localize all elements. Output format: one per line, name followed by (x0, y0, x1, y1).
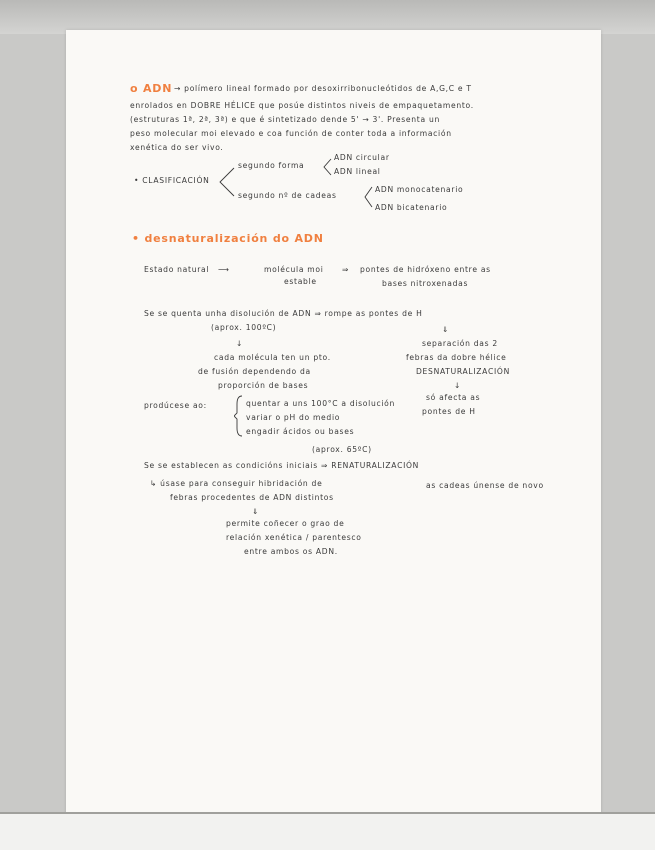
down-arrow-2: ↓ (454, 381, 462, 390)
causes-brace-icon (234, 394, 244, 438)
classification-brace-icon (216, 164, 236, 200)
allows-line-2: relación xenética / parentesco (226, 533, 362, 542)
adn-bicatenario: ADN bicatenario (375, 203, 448, 212)
chains-join-again: as cadeas únense de novo (426, 481, 544, 490)
stable-text: estable (284, 277, 317, 286)
nitrogen-bases: bases nitroxenadas (382, 279, 469, 288)
natural-state: Estado natural (144, 265, 210, 274)
adn-lineal: ADN lineal (334, 167, 381, 176)
natural-arrow: ⟶ (218, 265, 230, 274)
definition-line-3: (estruturas 1ª, 2ª, 3ª) e que é sintetizado dende 5' → 3'. Presenta un (130, 115, 440, 124)
definition-line-2: enrolados en DOBRE HÉLICE que posúe distintos niveis de empaquetamento. (130, 101, 474, 110)
heat-line: Se se quenta unha disolución de ADN ⇒ rompe as pontes de H (144, 309, 423, 318)
strands-from: febras procedentes de ADN distintos (170, 493, 334, 502)
bottom-shadow (0, 812, 655, 850)
section-title-desnaturalizacion: • desnaturalización do ADN (132, 232, 324, 245)
bullet-icon: • (132, 232, 145, 245)
approx-65: (aprox. 65ºC) (312, 445, 372, 454)
h-bridges: pontes de H (422, 407, 476, 416)
classification-label: • CLASIFICACIÓN (134, 176, 210, 185)
implies-arrow: ⇒ (342, 265, 350, 274)
chains-brace-icon (362, 184, 374, 210)
down-arrow-1: ↓ (236, 339, 244, 348)
renaturalization-line: Se se establecen as condicións iniciais ⇒ RENATURALIZACIÓN (144, 461, 420, 470)
produced-by: prodúcese ao: (144, 401, 207, 410)
cause-acids: engadir ácidos ou bases (246, 427, 355, 436)
denaturalization-label: DESNATURALIZACIÓN (416, 367, 510, 376)
bullet-icon: • (134, 176, 143, 185)
hydrogen-bridges: pontes de hidróxeno entre as (360, 265, 491, 274)
affects-only: só afecta as (426, 393, 481, 402)
top-shadow (0, 0, 655, 34)
adn-circular: ADN circular (334, 153, 390, 162)
allows-line-1: permite coñecer o grao de (226, 519, 345, 528)
fusion-point: de fusión dependendo da (198, 367, 311, 376)
allows-line-3: entre ambos os ADN. (244, 547, 338, 556)
approx-100: (aprox. 100ºC) (211, 323, 277, 332)
definition-line-4: peso molecular moi elevado e coa función de conter toda a información (130, 129, 452, 138)
section-title-adn: o ADN (130, 82, 173, 95)
shape-brace-icon (321, 156, 333, 178)
branch-chains: segundo nº de cadeas (238, 191, 337, 200)
adn-monocatenario: ADN monocatenario (375, 185, 464, 194)
double-down-2: ⇓ (252, 507, 260, 516)
double-down-1: ⇓ (442, 325, 450, 334)
cause-heat: quentar a uns 100°C a disolución (246, 399, 396, 408)
notebook-page (66, 30, 601, 815)
base-proportion: proporción de bases (218, 381, 309, 390)
cause-ph: variar o pH do medio (246, 413, 341, 422)
branch-shape: segundo forma (238, 161, 305, 170)
double-helix-strands: febras da dobre hélice (406, 353, 507, 362)
molecule-text: molécula moi (264, 265, 324, 274)
definition-line-5: xenética do ser vivo. (130, 143, 224, 152)
definition-line-1: → polímero lineal formado por desoxirribonucleótidos de A,G,C e T (174, 84, 472, 93)
each-molecule: cada molécula ten un pto. (214, 353, 331, 362)
separation: separación das 2 (422, 339, 498, 348)
used-for: ↳ úsase para conseguir hibridación de (150, 479, 323, 488)
